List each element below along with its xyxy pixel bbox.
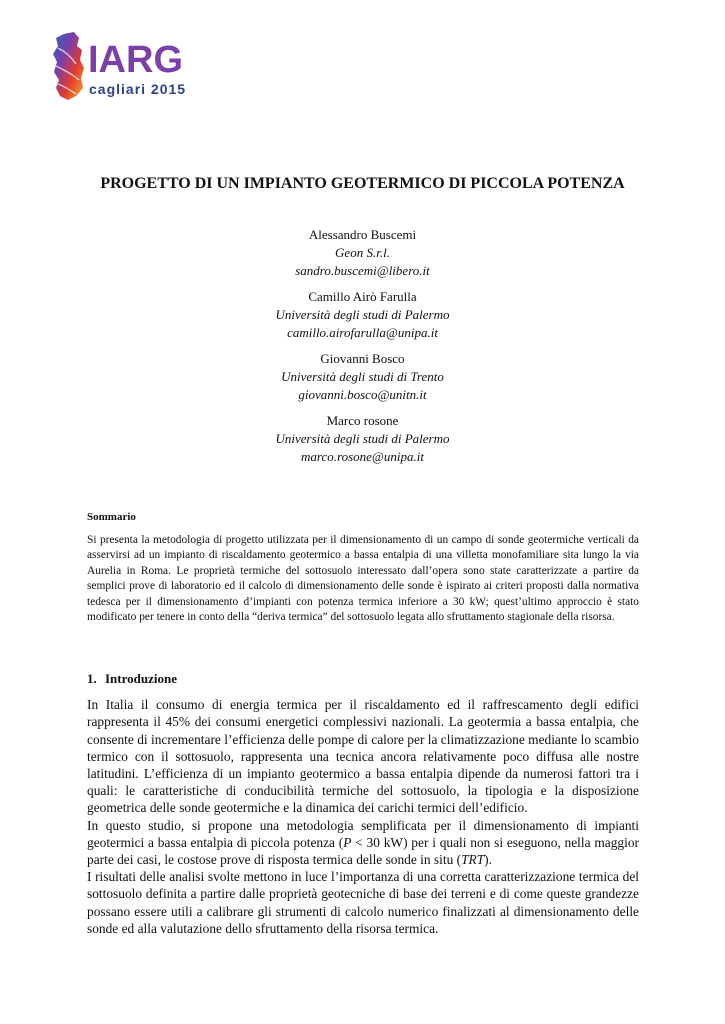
paper-title: PROGETTO DI UN IMPIANTO GEOTERMICO DI PICCOLA POTENZA <box>100 175 625 192</box>
sardinia-island-icon <box>46 28 186 106</box>
author-name: Marco rosone <box>326 413 399 428</box>
author-affiliation: Università degli studi di Trento <box>281 369 444 384</box>
author-affiliation: Università degli studi di Palermo <box>275 431 450 446</box>
author-list <box>150 226 575 474</box>
section-number: 1. <box>87 671 97 686</box>
paragraph: I risultati delle analisi svolte mettono in luce l’importanza di una corretta caratterizzazione termica del sottosuolo definita a partire dalle proprietà geotecniche di base dei terreni e di come queste grandezze possano essere utili a calibrare gli strumenti di calcolo numerico finalizzati al dimensionamento delle sonde ed alla valutazione dello sfruttamento della risorsa termica. <box>87 869 639 936</box>
conference-logo <box>46 28 186 106</box>
logo-word: IARG <box>88 39 183 81</box>
abstract-section <box>87 510 639 626</box>
author-email[interactable]: sandro.buscemi@libero.it <box>295 263 430 278</box>
logo-subtitle: cagliari 2015 <box>89 81 186 97</box>
abstract-text: Si presenta la metodologia di progetto utilizzata per il dimensionamento di un campo di sonde geotermiche verticali da asservirsi ad un impianto di riscaldamento geotermico a bassa entalpia di una villetta monofamiliare sita lungo la via Aurelia in Roma. Le proprietà termiche del sottosuolo interessato dall’opera sono state caratterizzate a partire da semplici prove di laboratorio ed il calcolo di dimensionamento delle sonde è ispirato ai criteri proposti dalla normativa tedesca per il dimensionamento d’impianti con potenza termica inferiore a 30 kW; quest’ultimo approccio è stato modificato per tenere in conto della “deriva termica” del sottosuolo legata allo sfruttamento stagionale della risorsa. <box>87 533 639 623</box>
author-name: Giovanni Bosco <box>320 351 405 366</box>
paragraph-text: In questo studio, si propone una metodologia semplificata per il dimensionamento di impianti geotermici a bassa entalpia di piccola potenza ( <box>87 817 639 850</box>
trt-abbreviation: TRT <box>461 852 485 868</box>
power-variable: P <box>343 834 352 850</box>
paragraph <box>87 817 639 869</box>
author-block <box>150 288 575 342</box>
paragraph-text: < 30 kW) per i quali non si eseguono, nella maggior parte dei casi, le costose prove di risposta termica delle sonde in situ ( <box>87 834 639 868</box>
author-affiliation: Geon S.r.l. <box>335 245 390 260</box>
author-email[interactable]: marco.rosone@unipa.it <box>301 449 424 464</box>
author-name: Alessandro Buscemi <box>308 227 417 242</box>
author-email[interactable]: camillo.airofarulla@unipa.it <box>287 325 438 340</box>
author-block <box>150 226 575 280</box>
author-name: Camillo Airò Farulla <box>308 289 417 304</box>
author-affiliation: Università degli studi di Palermo <box>275 307 450 322</box>
introduction-section <box>87 670 639 937</box>
abstract-heading: Sommario <box>87 511 136 523</box>
author-block <box>150 350 575 404</box>
author-email[interactable]: giovanni.bosco@unitn.it <box>298 387 427 402</box>
section-title: Introduzione <box>105 671 177 686</box>
paragraph: In Italia il consumo di energia termica per il riscaldamento ed il raffrescamento degli edifici rappresenta il 45% dei consumi energetici complessivi nazionali. La geotermia a bassa entalpia, che consente di incrementare l’efficienza delle pompe di calore per la climatizzazione mediante lo scambio termico con il sottosuolo, rappresenta una tecnica ancora relativamente poco diffusa alle nostre latitudini. L’efficienza di un impianto geotermico a bassa entalpia dipende da numerosi fattori tra i quali: le caratteristiche di conducibilità termiche del sottosuolo, la tipologia e la disposizione geometrica delle sonde geotermiche e la dinamica dei carichi termici dell’edificio. <box>87 697 639 816</box>
paragraph-text: ). <box>484 852 492 868</box>
author-block <box>150 412 575 466</box>
section-heading <box>87 670 639 687</box>
